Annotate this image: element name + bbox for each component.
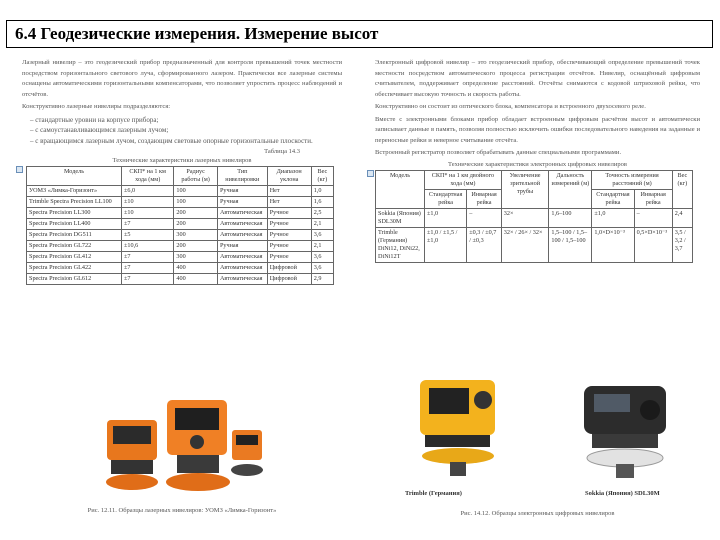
table-row <box>376 208 693 227</box>
table-cell: ±1,0 <box>425 208 467 227</box>
table-cell: 200 <box>174 219 218 230</box>
table-cell: 3,6 <box>311 263 333 274</box>
right-page <box>365 52 710 522</box>
trimble-level-photo <box>405 370 515 488</box>
table-cell: Автоматическая <box>217 219 267 230</box>
sokkia-photo-label: Sokkia (Япония) SDL30M <box>585 490 660 497</box>
table-cell: 3,5 / 3,2 / 3,7 <box>672 227 692 262</box>
table-cell: Ручное <box>267 219 311 230</box>
list-item: – стандартные уровни на корпусе прибора; <box>30 115 159 124</box>
table-cell: 3,6 <box>311 252 333 263</box>
table-anchor-icon <box>16 166 23 173</box>
table-cell: Цифровой <box>267 263 311 274</box>
table-cell: 300 <box>174 252 218 263</box>
table-cell: 1,0×D×10⁻³ <box>592 227 634 262</box>
table-cell: 100 <box>174 186 218 197</box>
table-cell: ±0,3 / ±0,7 / ±0,3 <box>467 227 502 262</box>
table-cell: Spectra Precision LL400 <box>27 219 122 230</box>
table-cell: 400 <box>174 263 218 274</box>
table-cell: Автоматическая <box>217 274 267 285</box>
table-header: Модель <box>27 167 122 186</box>
table-cell: Ручное <box>267 208 311 219</box>
table-cell: Trimble Spectra Precision LL100 <box>27 197 122 208</box>
table-cell: 0,5×D×10⁻³ <box>634 227 672 262</box>
left-table-title: Технические характеристики лазерных нивелиров <box>112 157 252 164</box>
table-cell: Spectra Precision GL722 <box>27 241 122 252</box>
table-cell: ±7 <box>122 219 174 230</box>
table-cell: 200 <box>174 241 218 252</box>
table-row <box>27 230 334 241</box>
table-cell: ±1,0 / ±1,5 / ±1,0 <box>425 227 467 262</box>
table-cell: ±6,0 <box>122 186 174 197</box>
table-cell: 2,9 <box>311 274 333 285</box>
table-header: Точность измерения расстояний (м) <box>592 170 672 189</box>
right-figure-caption: Рис. 14.12. Образцы электронных цифровых нивелиров <box>460 510 615 517</box>
digital-levels-table <box>375 170 693 263</box>
table-cell: 400 <box>174 274 218 285</box>
left-figure-caption: Рис. 12.11. Образцы лазерных нивелиров: УОМЗ «Лимка-Горизонт» <box>87 507 277 514</box>
table-cell: ±10 <box>122 197 174 208</box>
table-cell: 300 <box>174 230 218 241</box>
table-cell: 1,0 <box>311 186 333 197</box>
left-page <box>12 52 352 522</box>
table-cell: ±7 <box>122 274 174 285</box>
table-cell: УОМЗ «Лимка-Горизонт» <box>27 186 122 197</box>
table-cell: 1,6–100 <box>549 208 592 227</box>
table-header: Тип нивелировки <box>217 167 267 186</box>
table-cell: Автоматическая <box>217 252 267 263</box>
table-cell: Ручное <box>267 252 311 263</box>
table-cell: – <box>467 208 502 227</box>
table-cell: – <box>634 208 672 227</box>
laser-levels-table <box>26 166 334 285</box>
table-cell: Spectra Precision GL412 <box>27 252 122 263</box>
table-header: Вес (кг) <box>672 170 692 208</box>
list-item: – с самоустанавливающимся лазерным лучом; <box>30 126 169 134</box>
right-intro: Электронный цифровой нивелир – это геодезический прибор, обеспечивающий определение превышений точек местности посредством автоматического процесса регистрации отсчётов. Нивелир, оснащённый цифровым считывателем, поддерживает определение расстояний. Отсчёты снимаются с кодовой штриховой рейки, что обеспечивает высокую точность и скорость работы. <box>375 59 700 98</box>
table-cell: Spectra Precision DG511 <box>27 230 122 241</box>
table-row <box>27 219 334 230</box>
table-row <box>27 274 334 285</box>
table-row <box>27 197 334 208</box>
table-row <box>27 208 334 219</box>
right-paragraph-2: Конструктивно он состоит из оптического блока, компенсатора и встроенного двухосевого реле. <box>375 103 646 110</box>
table-subheader: Инварная рейка <box>634 189 672 208</box>
table-header: Радиус работы (м) <box>174 167 218 186</box>
table-cell: Автоматическая <box>217 208 267 219</box>
right-table-title: Технические характеристики электронных цифровых нивелиров <box>448 160 627 168</box>
table-cell: Автоматическая <box>217 263 267 274</box>
table-cell: Sokkia (Япония) SDL30M <box>376 208 425 227</box>
table-cell: Цифровой <box>267 274 311 285</box>
table-row <box>376 227 693 262</box>
table-cell: 3,6 <box>311 230 333 241</box>
table-cell: ±1,0 <box>592 208 634 227</box>
table-cell: ±5 <box>122 230 174 241</box>
table-header: Дальность измерений (м) <box>549 170 592 208</box>
table-cell: 1,5–100 / 1,5–100 / 1,5–100 <box>549 227 592 262</box>
sokkia-level-photo <box>570 372 680 490</box>
table-cell: Ручная <box>217 197 267 208</box>
table-row <box>27 252 334 263</box>
table-cell: ±7 <box>122 252 174 263</box>
laser-level-photo <box>97 390 267 500</box>
table-header: Модель <box>376 170 425 208</box>
table-cell: 32× <box>501 208 549 227</box>
table-cell: Ручная <box>217 241 267 252</box>
table-subheader: Инварная рейка <box>467 189 502 208</box>
right-paragraph-4: Встроенный регистратор позволяет обрабатывать данные специальными программами. <box>375 149 622 156</box>
table-cell: Ручная <box>217 186 267 197</box>
table-cell: 2,1 <box>311 219 333 230</box>
table-cell: Trimble (Германия) DiNi12, DiNi22, DiNi12T <box>376 227 425 262</box>
table-subheader: Стандартная рейка <box>425 189 467 208</box>
table-cell: 32× / 26× / 32× <box>501 227 549 262</box>
table-cell: Ручное <box>267 230 311 241</box>
slide-title: 6.4 Геодезические измерения. Измерение высот <box>15 24 379 43</box>
table-cell: 2,4 <box>672 208 692 227</box>
slide-title-bar <box>6 20 713 48</box>
table-cell: Ручное <box>267 241 311 252</box>
left-list <box>30 115 352 147</box>
right-paragraph-3: Вместе с электронными блоками прибор обладает встроенным цифровым расчётом высот и автоматически записывает данные в память, позволяя полностью исключить ошибки последовательного наведения на заданные и переносные рейки и неверное считывание отсчёта. <box>375 115 700 144</box>
table-anchor-icon <box>367 170 374 177</box>
list-item: – с вращающимся лазерным лучом, создающим световые опорные горизонтальные плоскости. <box>30 136 313 145</box>
table-cell: Spectra Precision GL422 <box>27 263 122 274</box>
table-row <box>27 263 334 274</box>
table-header: СКП* на 1 км хода (мм) <box>122 167 174 186</box>
table-cell: Автоматическая <box>217 230 267 241</box>
table-cell: ±10 <box>122 208 174 219</box>
trimble-photo-label: Trimble (Германия) <box>405 490 462 497</box>
table-header: СКП* на 1 км двойного хода (мм) <box>425 170 502 189</box>
table-cell: 200 <box>174 208 218 219</box>
table-cell: Spectra Precision GL612 <box>27 274 122 285</box>
table-header: Диапазон уклона <box>267 167 311 186</box>
table-subheader: Стандартная рейка <box>592 189 634 208</box>
table-cell: Нет <box>267 197 311 208</box>
left-intro: Лазерный нивелир – это геодезический прибор предназначенный для контроля превышений точек местности посредством горизонтального светового луча, сформированного лазером. Практически все лазерные системы оснащены автоматическими горизонтальными компенсаторами, что позволяет упростить процесс наблюдений и отсчётов. <box>22 59 342 98</box>
table-cell: ±7 <box>122 263 174 274</box>
table-cell: 2,1 <box>311 241 333 252</box>
table-cell: 1,6 <box>311 197 333 208</box>
table-cell: 2,5 <box>311 208 333 219</box>
table-cell: Spectra Precision LL300 <box>27 208 122 219</box>
table-cell: 100 <box>174 197 218 208</box>
table-header: Вес (кг) <box>311 167 333 186</box>
table-header: Увеличение зрительной трубы <box>501 170 549 208</box>
table-cell: Нет <box>267 186 311 197</box>
left-construction: Конструктивно лазерные нивелиры подразделяются: <box>22 103 171 110</box>
table-cell: ±10,6 <box>122 241 174 252</box>
left-table-number: Таблица 14.3 <box>264 148 300 155</box>
table-row <box>27 241 334 252</box>
table-row <box>27 186 334 197</box>
